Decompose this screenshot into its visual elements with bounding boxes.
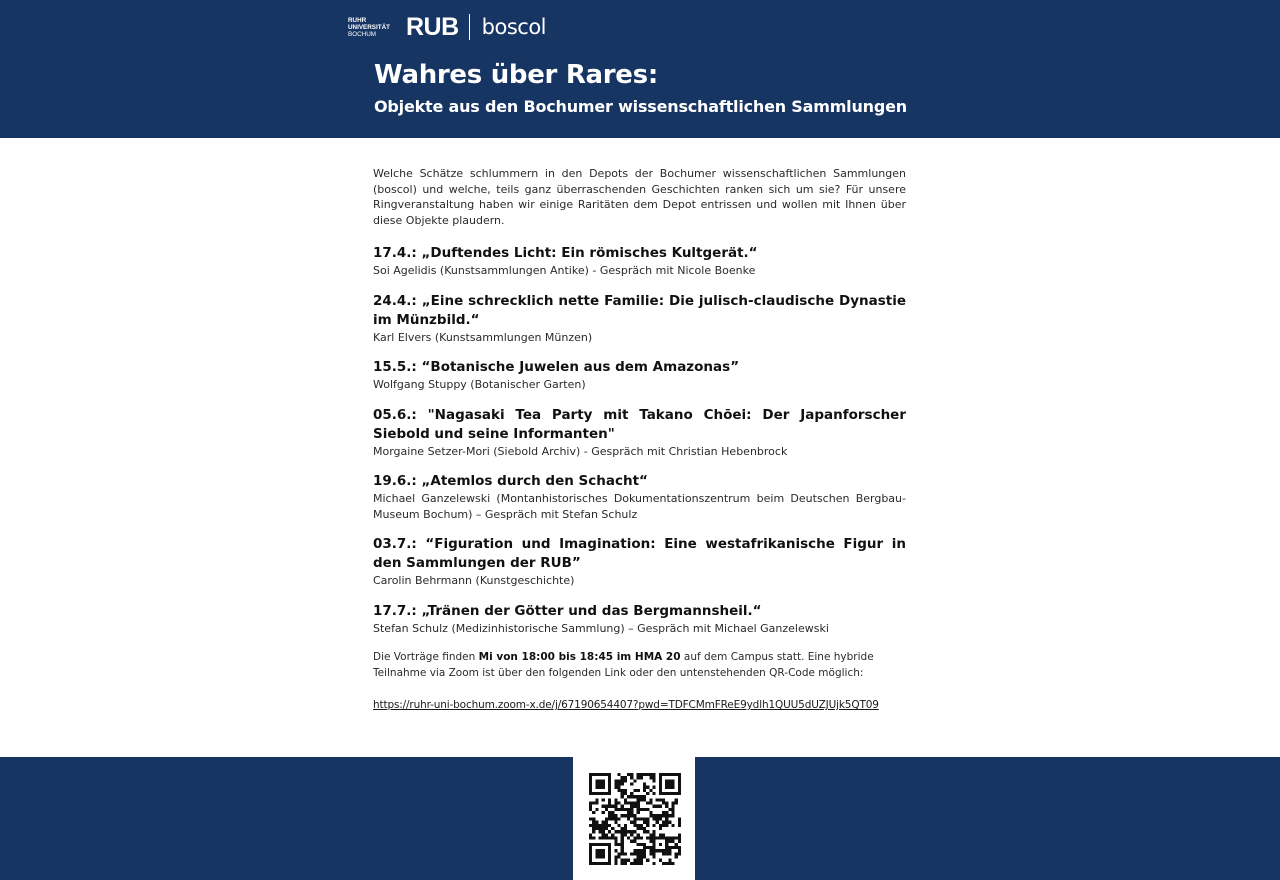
event-item [373,472,906,522]
event-item [373,602,906,637]
event-title: 24.4.: „Eine schrecklich nette Familie: Die julisch-claudische Dynastie im Münzbild.“ [373,292,906,328]
logo-row [348,12,546,42]
event-title: 15.5.: “Botanische Juwelen aus dem Amazonas” [373,359,740,375]
event-speaker: Karl Elvers (Kunstsammlungen Münzen) [373,330,593,344]
event-speaker: Wolfgang Stuppy (Botanischer Garten) [373,378,586,391]
event-item [373,406,906,460]
event-title: 17.7.: „Tränen der Götter und das Bergmannsheil.“ [373,602,762,619]
event-speaker: Soi Agelidis (Kunstsammlungen Antike) - Gespräch mit Nicole Boenke [373,264,756,277]
event-title: 03.7.: “Figuration und Imagination: Eine westafrikanische Figur in den Sammlungen der RUB” [373,536,906,571]
event-title: 19.6.: „Atemlos durch den Schacht“ [373,473,648,489]
event-speaker: Michael Ganzelewski (Montanhistorisches Dokumentationszentrum beim Deutschen Bergbau-Museum Bochum) – Gespräch mit Stefan Schulz [373,492,906,521]
page-subtitle: Objekte aus den Bochumer wissenschaftlichen Sammlungen [374,97,907,116]
event-item [373,358,906,393]
event-item [373,535,906,589]
venue-info: Die Vorträge finden Mi von 18:00 bis 18:45 im HMA 20 auf dem Campus statt. Eine hybride Teilnahme via Zoom ist über den folgenden Link oder den untenstehenden QR-Code möglich: [373,651,874,679]
event-speaker: Morgaine Setzer-Mori (Siebold Archiv) - Gespräch mit Christian Hebenbrock [373,444,788,458]
event-item [373,244,906,279]
boscol-logo: boscol [481,15,547,39]
event-item [373,292,906,346]
event-title: 17.4.: „Duftendes Licht: Ein römisches Kultgerät.“ [373,245,758,261]
intro-text: Welche Schätze schlummern in den Depots der Bochumer wissenschaftlichen Sammlungen (boscol) und welche, teils ganz überraschenden Geschichten ranken sich um sie? Für unsere Ringveranstaltung haben wir einige Raritäten dem Depot entrissen und wollen mit Ihnen über diese Objekte plaudern. [373,167,906,227]
university-wordmark: RUHR UNIVERSITÄT BOCHUM [348,16,390,38]
qr-code-icon [589,773,681,865]
logo-divider [469,14,470,40]
event-title: 05.6.: "Nagasaki Tea Party mit Takano Chōei: Der Japanforscher Siebold und seine Informanten" [373,406,906,442]
zoom-link[interactable]: https://ruhr-uni-bochum.zoom-x.de/j/67190654407?pwd=TDFCMmFReE9ydlh1QUU5dUZJUjk5QT09 [373,699,879,711]
qr-code-panel [573,757,695,880]
header-banner [0,0,1280,138]
main-content [373,166,906,712]
venue-time-place: Mi von 18:00 bis 18:45 im HMA 20 [478,651,681,663]
event-speaker: Carolin Behrmann (Kunstgeschichte) [373,574,575,587]
rub-logo: RUB [406,12,459,41]
page-title: Wahres über Rares: [374,60,658,90]
event-speaker: Stefan Schulz (Medizinhistorische Sammlung) – Gespräch mit Michael Ganzelewski [373,621,829,635]
